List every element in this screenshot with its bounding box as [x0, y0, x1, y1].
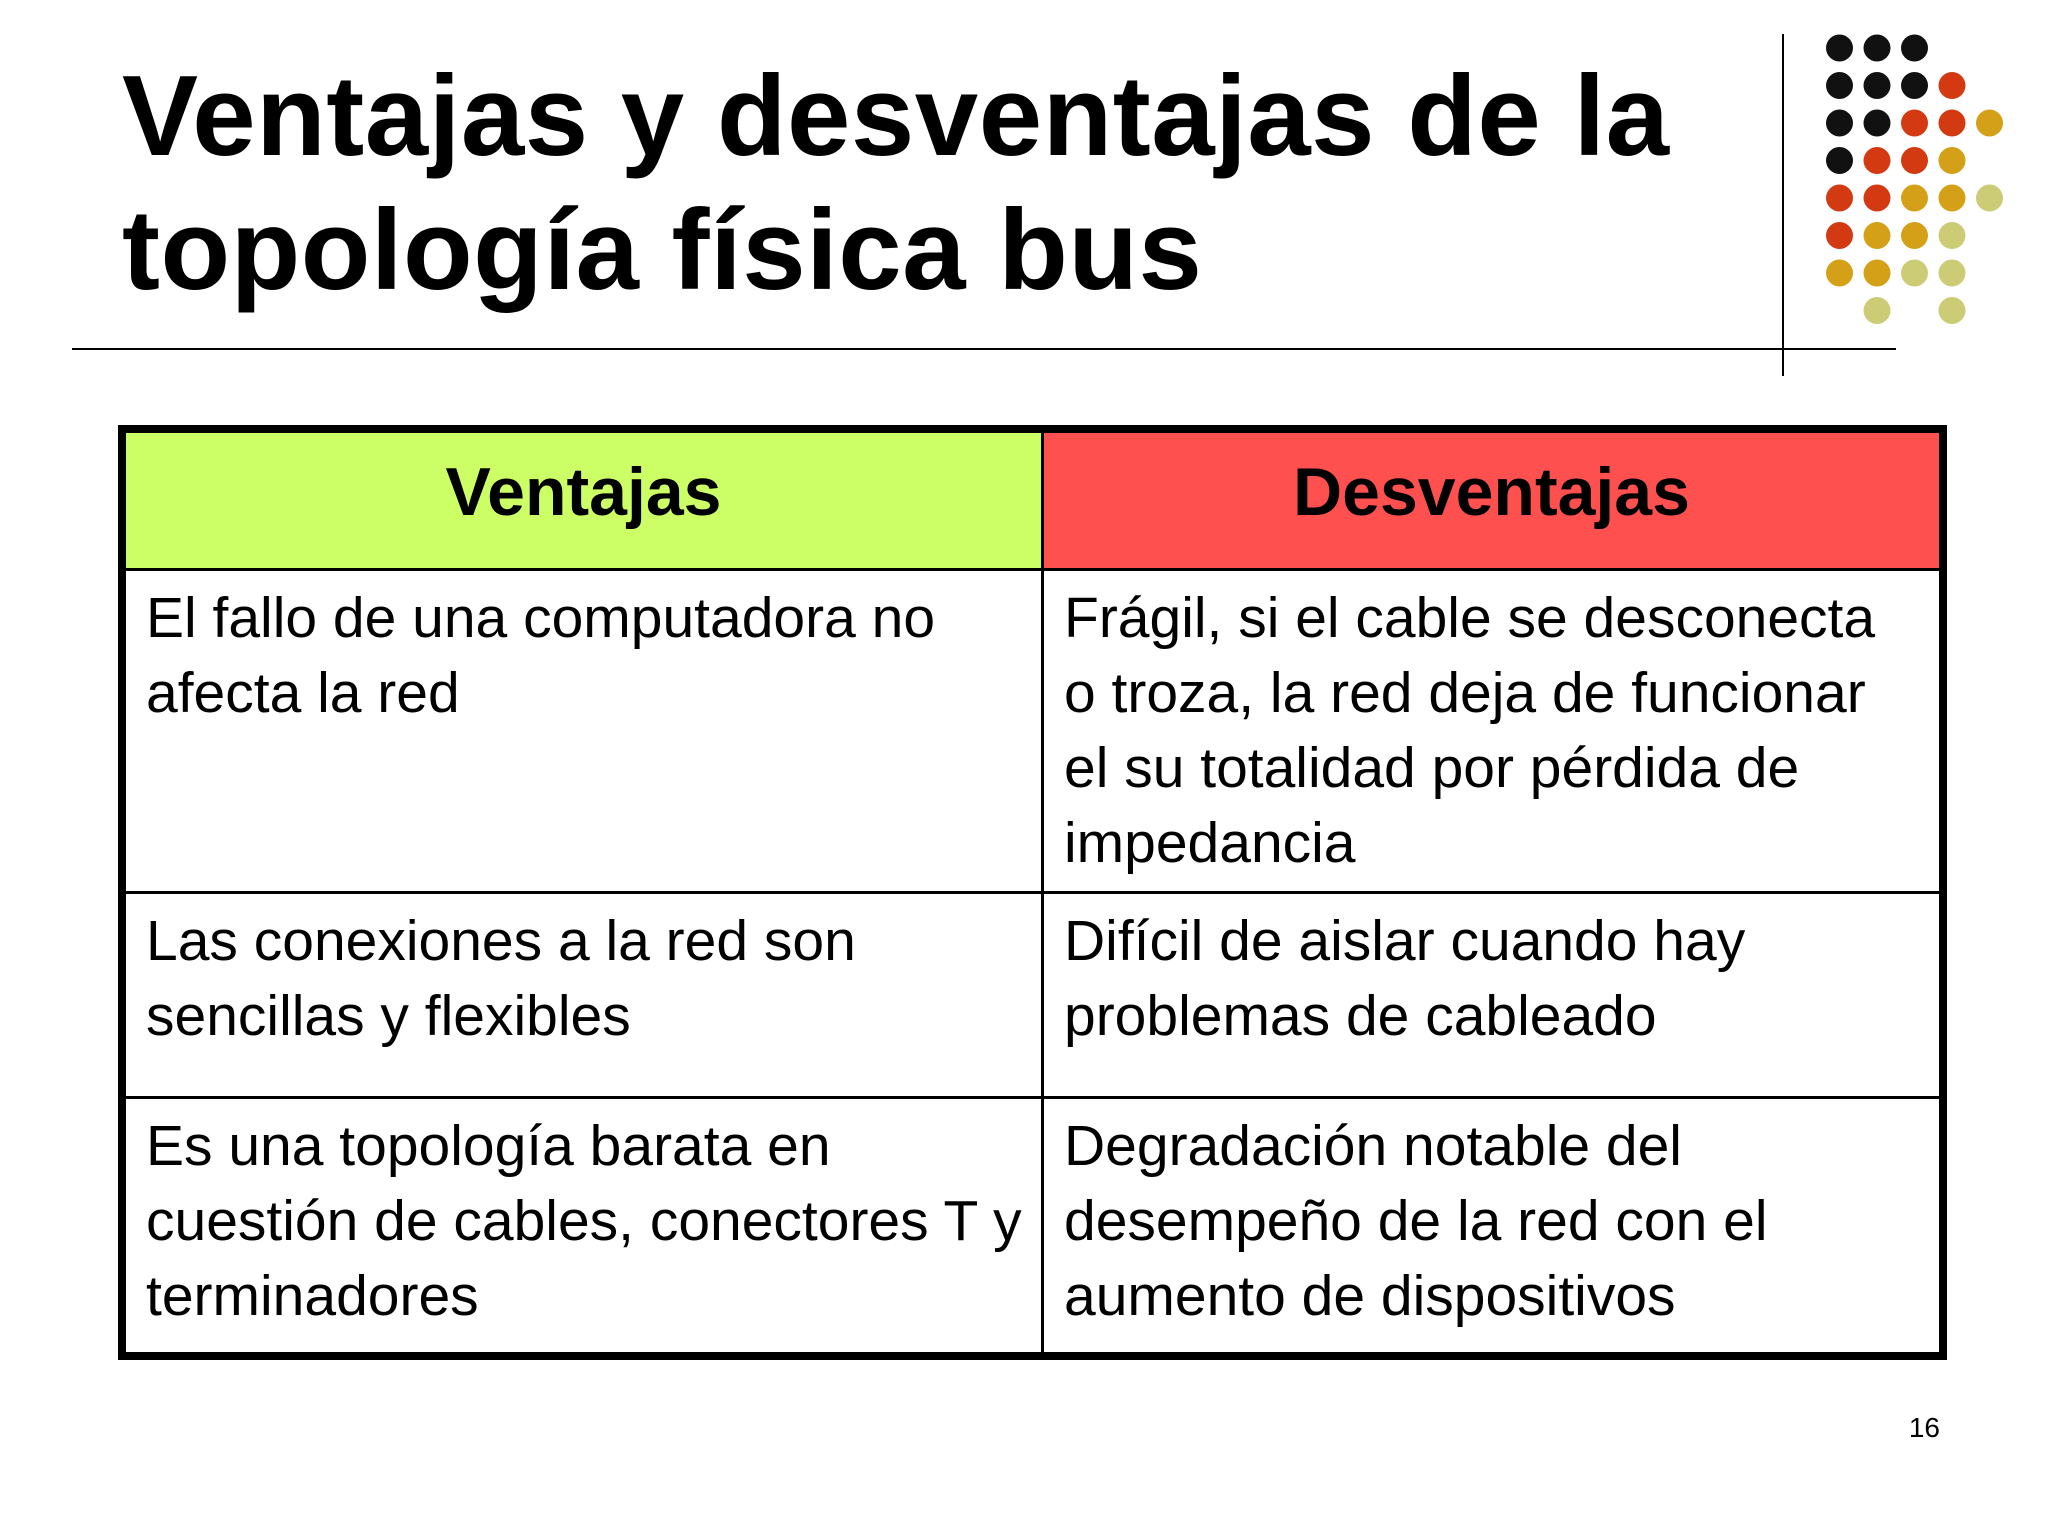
decorative-dot: [1864, 110, 1891, 137]
title-divider-vertical: [1782, 34, 1784, 376]
decorative-dot: [1826, 147, 1853, 174]
decorative-dot: [1939, 147, 1966, 174]
slide-title-line-2: topología física bus: [122, 187, 1203, 314]
decorative-dot: [1939, 222, 1966, 249]
decorative-dot: [1901, 110, 1928, 137]
decorative-dot: [1976, 185, 2003, 212]
title-divider-horizontal: [72, 348, 1896, 350]
slide-title: [122, 50, 1682, 318]
decorative-dot: [1826, 110, 1853, 137]
table-header-row: [125, 432, 1941, 570]
disadvantage-cell: Degradación notable del desempeño de la red con el aumento de dispositivos: [1043, 1098, 1941, 1354]
header-advantages: Ventajas: [125, 432, 1043, 570]
decorative-dot: [1976, 110, 2003, 137]
decorative-dot: [1939, 72, 1966, 99]
decorative-dot: [1826, 222, 1853, 249]
decorative-dot: [1901, 222, 1928, 249]
advantage-cell: El fallo de una computadora no afecta la red: [125, 570, 1043, 893]
header-disadvantages: Desventajas: [1043, 432, 1941, 570]
decorative-dot: [1901, 260, 1928, 287]
comparison-table-frame: [118, 425, 1947, 1360]
decorative-dot: [1826, 72, 1853, 99]
advantage-cell: Es una topología barata en cuestión de cables, conectores T y terminadores: [125, 1098, 1043, 1354]
decorative-dot: [1901, 147, 1928, 174]
decorative-dot: [1901, 185, 1928, 212]
decorative-dot: [1864, 72, 1891, 99]
slide-title-line-1: Ventajas y desventajas de la: [122, 53, 1670, 180]
comparison-table: [123, 430, 1942, 1355]
decorative-dot: [1864, 297, 1891, 324]
decorative-dot: [1939, 110, 1966, 137]
decorative-dot: [1864, 185, 1891, 212]
decorative-dot: [1864, 260, 1891, 287]
page-number: 16: [1908, 1412, 1940, 1443]
table-row: [125, 570, 1941, 893]
table-row: [125, 893, 1941, 1098]
decorative-dot: [1864, 147, 1891, 174]
decorative-dot: [1826, 260, 1853, 287]
disadvantage-cell: Difícil de aislar cuando hay problemas de cableado: [1043, 893, 1941, 1098]
decorative-dot: [1939, 297, 1966, 324]
advantage-cell: Las conexiones a la red son sencillas y flexibles: [125, 893, 1043, 1098]
decorative-dot: [1826, 35, 1853, 62]
table-row: [125, 1098, 1941, 1354]
disadvantage-cell: Frágil, si el cable se desconecta o troza, la red deja de funcionar el su totalidad por pérdida de impedancia: [1043, 570, 1941, 893]
decorative-dot: [1901, 72, 1928, 99]
decorative-dot: [1826, 185, 1853, 212]
decorative-dot: [1864, 35, 1891, 62]
decorative-dot: [1939, 185, 1966, 212]
decorative-dot: [1901, 35, 1928, 62]
decorative-dot: [1939, 260, 1966, 287]
decorative-dot: [1864, 222, 1891, 249]
